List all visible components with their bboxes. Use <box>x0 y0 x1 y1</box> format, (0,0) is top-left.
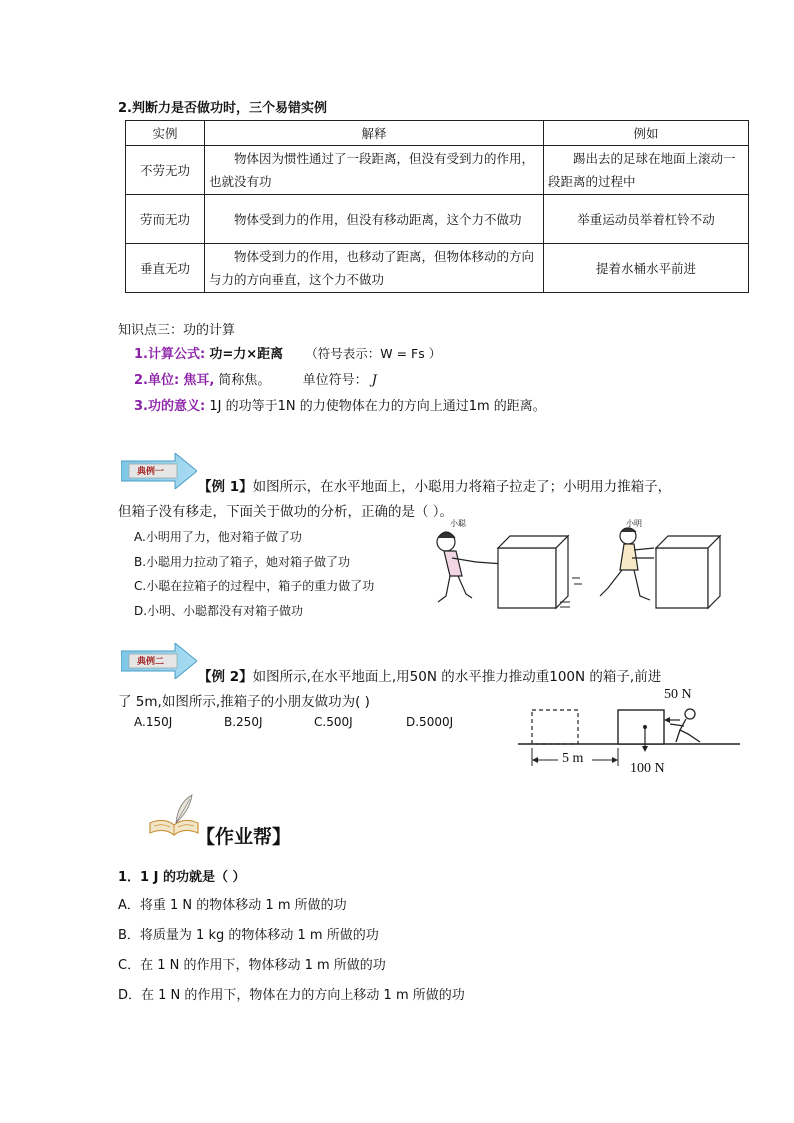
example1-tag-text: 典例一 <box>137 467 165 477</box>
table-header: 实例 <box>126 121 205 146</box>
pull-push-illustration <box>428 518 746 618</box>
option-item: C.500J <box>314 715 353 729</box>
unit-symbol-label: 单位符号： <box>302 373 368 388</box>
comparison-table <box>125 120 749 293</box>
option-item: D.小明、小聪都没有对箱子做功 <box>134 603 304 618</box>
formula-line <box>134 343 441 362</box>
table-cell-example: 提着水桶水平前进 <box>544 244 749 293</box>
homework-option-b: B．将质量为 1 kg 的物体移动 1 m 所做的功 <box>118 928 379 943</box>
homework-book-icon <box>146 793 202 845</box>
example1-figure <box>428 518 746 618</box>
table-cell-case: 垂直无功 <box>126 244 205 293</box>
example1-stem-line2: 但箱子没有移走，下面关于做功的分析，正确的是（ ）。 <box>118 504 454 520</box>
table-cell-explain: 物体受到力的作用，但没有移动距离，这个力不做功 <box>205 195 544 244</box>
table-cell-example: 踢出去的足球在地面上滚动一段距离的过程中 <box>544 146 749 195</box>
fig-label-left: 小聪 <box>450 519 466 528</box>
example2-stem-line1 <box>198 665 661 685</box>
table-cell-explain: 物体因为惯性通过了一段距离，但没有受到力的作用，也就没有功 <box>205 146 544 195</box>
table-header: 解释 <box>205 121 544 146</box>
option-item: C.小聪在拉箱子的过程中，箱子的重力做了功 <box>134 579 375 593</box>
example1-tag <box>121 453 197 493</box>
book-quill-icon <box>146 793 202 841</box>
unit-label: 2.单位: <box>134 373 180 388</box>
formula-symbol: （符号表示：W = Fs ） <box>305 346 442 361</box>
example1-stem-line1 <box>198 475 671 495</box>
section-title: 2.判断力是否做功时，三个易错实例 <box>118 101 327 116</box>
option-item: B.小聪用力拉动了箱子，她对箱子做了功 <box>134 554 351 569</box>
homework-option-a: A．将重 1 N 的物体移动 1 m 所做的功 <box>118 898 347 913</box>
formula-text: 功=力×距离 <box>209 347 284 362</box>
table-header-row <box>126 121 749 146</box>
example2-tag <box>121 643 197 683</box>
meaning-text: 1J 的功等于1N 的力使物体在力的方向上通过1m 的距离。 <box>209 399 546 414</box>
homework-option-d: D．在 1 N 的作用下，物体在力的方向上移动 1 m 所做的功 <box>118 988 465 1003</box>
unit-name: 焦耳, <box>183 373 215 388</box>
example2-label: 【例 2】 <box>198 669 253 685</box>
fig-label-right: 小明 <box>626 519 642 528</box>
homework-option-c: C．在 1 N 的作用下，物体移动 1 m 所做的功 <box>118 958 386 973</box>
knowledge-heading: 知识点三：功的计算 <box>118 323 236 338</box>
example2-stem-line2: 了 5m,如图所示,推箱子的小朋友做功为( ) <box>118 694 370 710</box>
table-cell-example: 举重运动员举着杠铃不动 <box>544 195 749 244</box>
table-row <box>126 146 749 195</box>
example2-tag-text: 典例二 <box>137 657 165 667</box>
option-item: D.5000J <box>406 715 454 729</box>
option-item: A.150J <box>134 715 173 729</box>
table-row <box>126 195 749 244</box>
example2-stem: 如图所示,在水平地面上,用50N 的水平推力推动重100N 的箱子,前进 <box>252 669 662 685</box>
meaning-line <box>134 395 546 414</box>
option-item: B.250J <box>224 715 263 729</box>
example2-figure <box>518 684 746 780</box>
example1-label: 【例 1】 <box>198 479 253 495</box>
formula-label: 1.计算公式: <box>134 347 206 362</box>
homework-title: 【作业帮】 <box>196 826 292 848</box>
meaning-label: 3.功的意义: <box>134 399 206 414</box>
unit-short: 简称焦。 <box>218 373 271 388</box>
weight-label: 100 N <box>630 761 665 776</box>
distance-label: 5 m <box>562 751 584 766</box>
table-row <box>126 244 749 293</box>
unit-symbol: J <box>371 373 377 388</box>
unit-line <box>134 369 377 388</box>
force-label: 50 N <box>664 687 692 702</box>
table-cell-case: 劳而无功 <box>126 195 205 244</box>
table-cell-case: 不劳无功 <box>126 146 205 195</box>
table-cell-explain: 物体受到力的作用，也移动了距离，但物体移动的方向与力的方向垂直，这个力不做功 <box>205 244 544 293</box>
example1-stem: 如图所示，在水平地面上，小聪用力将箱子拉走了；小明用力推箱子， <box>252 479 672 495</box>
example2-options <box>134 715 453 729</box>
example1-options <box>134 525 374 623</box>
homework-question: 1．1 J 的功就是（ ） <box>118 870 246 885</box>
table-header: 例如 <box>544 121 749 146</box>
option-item: A.小明用了力，他对箱子做了功 <box>134 530 302 544</box>
